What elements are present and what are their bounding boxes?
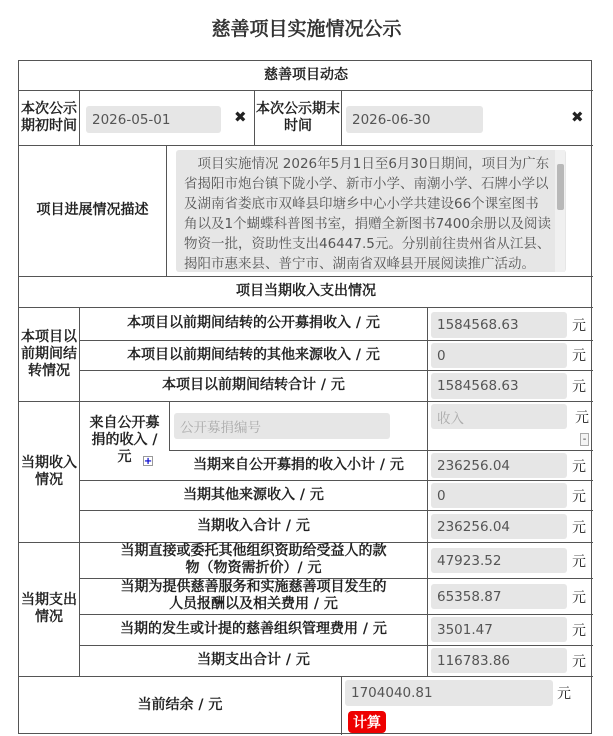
public-income-label: 来自公开募捐的收入 / 元: [89, 415, 160, 465]
unit-label: 元: [572, 379, 586, 395]
unit-label: 元: [557, 686, 571, 702]
prior-public-income-label: 本项目以前期间结转的公开募捐收入 / 元: [127, 315, 380, 331]
balance-input[interactable]: 1704040.81: [345, 680, 553, 706]
progress-label: 项目进展情况描述: [36, 202, 149, 218]
unit-label: 元: [572, 623, 586, 639]
balance-label: 当前结余 / 元: [137, 697, 223, 713]
unit-label: 元: [572, 590, 586, 606]
expense-staff-label: 当期为提供慈善服务和实施慈善项目发生的人员报酬以及相关费用 / 元: [120, 579, 387, 612]
scroll-thumb[interactable]: [557, 164, 564, 210]
prior-total-label: 本项目以前期间结转合计 / 元: [162, 377, 345, 393]
current-income-group-label: 当期收入情况: [21, 454, 77, 488]
unit-label: 元: [575, 410, 589, 426]
unit-label: 元: [572, 520, 586, 536]
expense-total-input[interactable]: 116783.86: [431, 648, 567, 673]
unit-label: 元: [572, 348, 586, 364]
add-icon[interactable]: +: [143, 455, 153, 467]
expense-direct-label: 当期直接或委托其他组织资助给受益人的款物（物资需折价）/ 元: [120, 543, 387, 576]
public-number-input[interactable]: 公开募捐编号: [174, 413, 390, 439]
public-income-subtotal-input[interactable]: 236256.04: [431, 453, 567, 478]
period-end-input[interactable]: 2026-06-30: [346, 106, 483, 133]
expense-direct-input[interactable]: 47923.52: [431, 548, 567, 573]
section-header-dynamics: 慈善项目动态: [264, 67, 348, 83]
prior-other-income-label: 本项目以前期间结转的其他来源收入 / 元: [127, 346, 380, 363]
current-expense-group-label: 当期支出情况: [21, 592, 77, 625]
disclosure-table: [18, 60, 592, 734]
unit-label: 元: [572, 318, 586, 334]
expense-total-label: 当期支出合计 / 元: [197, 652, 310, 668]
clear-start-icon[interactable]: ✖: [234, 108, 247, 126]
expense-staff-input[interactable]: 65358.87: [431, 584, 567, 609]
expense-admin-label: 当期的发生或计提的慈善组织管理费用 / 元: [120, 621, 387, 637]
clear-end-icon[interactable]: ✖: [571, 108, 584, 126]
section-header-income-expense: 项目当期收入支出情况: [236, 283, 376, 299]
public-income-subtotal-label: 当期来自公开募捐的收入小计 / 元: [193, 456, 404, 473]
income-total-label: 当期收入合计 / 元: [197, 517, 310, 534]
progress-scrollbar[interactable]: [555, 150, 565, 272]
other-income-label: 当期其他来源收入 / 元: [183, 486, 324, 503]
income-input[interactable]: 收入: [431, 404, 567, 429]
period-end-label: 本次公示期末时间: [256, 100, 340, 134]
unit-label: 元: [572, 459, 586, 475]
progress-textarea[interactable]: 项目实施情况 2026年5月1日至6月30日期间，项目为广东省揭阳市炮台镇下陇小学、新市小学、南潮小学、石牌小学以及湖南省娄底市双峰县印塘乡中心小学共建设66个课室图书角以及1个蝴蝶科普图书室，捐赠全新图书7400余册以及阅读物资一批，资助性支出46447.5元。分别前往贵州省从江县、揭阳市惠来县、普宁市、湖南省双峰县开展阅读推广活动。: [176, 150, 566, 272]
unit-label: 元: [572, 654, 586, 670]
prior-total-input[interactable]: 1584568.63: [431, 373, 567, 399]
unit-label: 元: [572, 554, 586, 570]
remove-icon[interactable]: -: [580, 433, 589, 446]
period-start-input[interactable]: 2026-05-01: [86, 106, 221, 133]
expense-admin-input[interactable]: 3501.47: [431, 617, 567, 642]
period-start-label: 本次公示期初时间: [21, 100, 77, 134]
prior-balance-group-label: 本项目以前期间结转情况: [21, 329, 77, 379]
other-income-input[interactable]: 0: [431, 483, 567, 508]
unit-label: 元: [572, 489, 586, 505]
calculate-button[interactable]: 计算: [348, 711, 386, 733]
prior-public-income-input[interactable]: 1584568.63: [431, 312, 567, 338]
page-title: 慈善项目实施情况公示: [211, 18, 402, 40]
income-total-input[interactable]: 236256.04: [431, 514, 567, 539]
prior-other-income-input[interactable]: 0: [431, 343, 567, 368]
